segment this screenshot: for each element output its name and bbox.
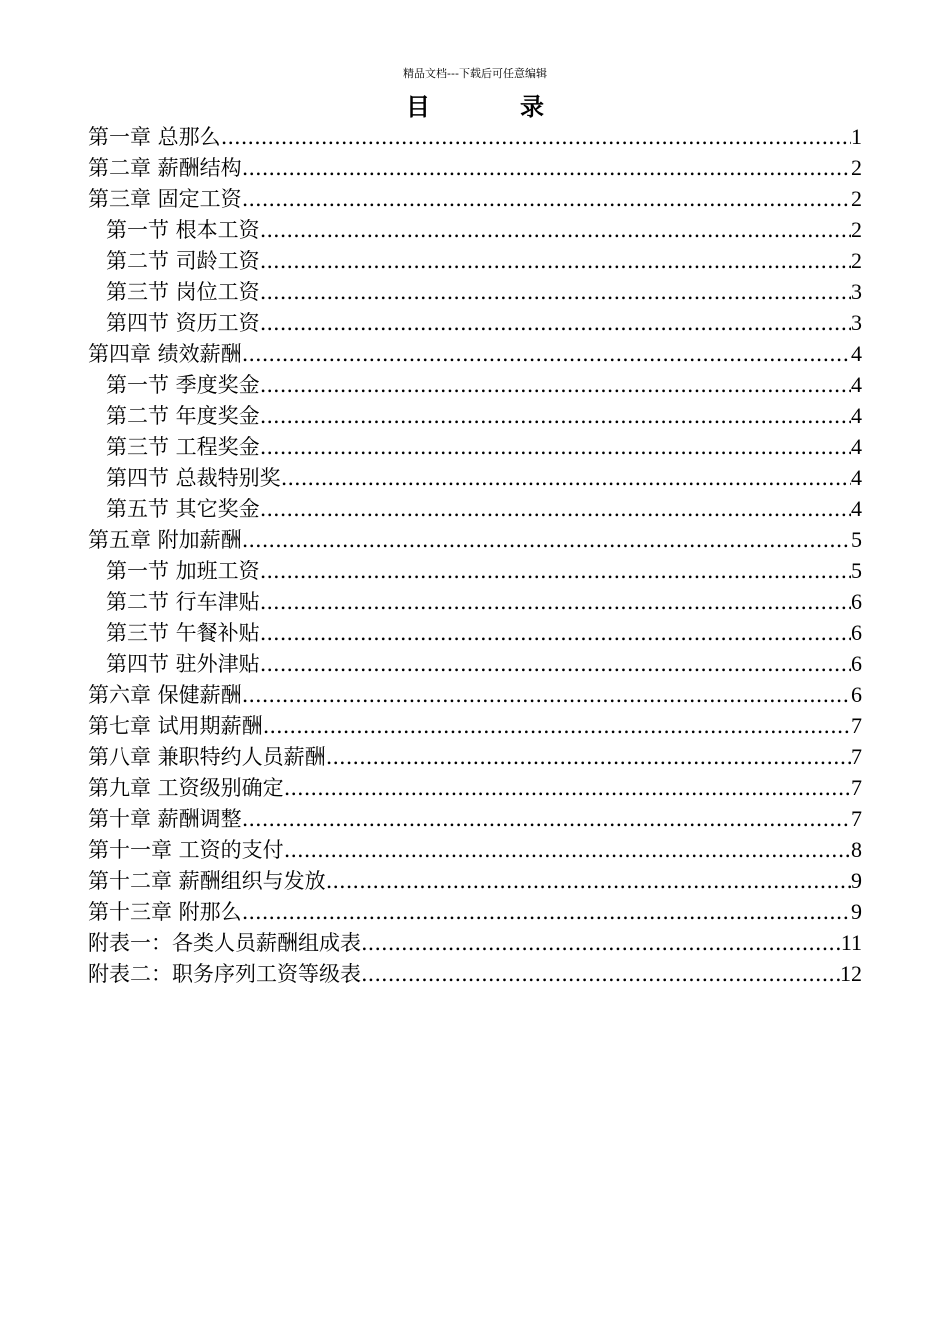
toc-chapter-entry[interactable]: [88, 896, 862, 927]
toc-entry-label: 第三节 午餐补贴: [106, 621, 260, 645]
toc-chapter-entry[interactable]: [88, 772, 862, 803]
toc-entry-label: 第二章 薪酬结构: [88, 156, 242, 180]
toc-entry-page-number: 4: [851, 496, 862, 521]
toc-section-entry[interactable]: [88, 214, 862, 245]
toc-entry-page-number: 6: [851, 589, 862, 614]
toc-entry-label: 第一章 总那么: [88, 125, 221, 149]
toc-chapter-entry[interactable]: [88, 524, 862, 555]
toc-section-entry[interactable]: [88, 617, 862, 648]
toc-entry-page-number: 5: [851, 527, 862, 552]
toc-dot-leader: [221, 122, 851, 152]
toc-entry-page-number: 5: [851, 558, 862, 583]
toc-entry-page-number: 4: [851, 403, 862, 428]
toc-entry-label: 第二节 司龄工资: [106, 249, 260, 273]
toc-dot-leader: [260, 215, 851, 245]
toc-dot-leader: [361, 959, 840, 989]
toc-entry-page-number: 12: [840, 961, 862, 986]
toc-entry-page-number: 7: [851, 806, 862, 831]
toc-section-entry[interactable]: [88, 307, 862, 338]
toc-entry-page-number: 2: [851, 155, 862, 180]
toc-entry-page-number: 7: [851, 713, 862, 738]
toc-chapter-entry[interactable]: [88, 338, 862, 369]
toc-chapter-entry[interactable]: [88, 121, 862, 152]
toc-dot-leader: [260, 246, 851, 276]
toc-entry-page-number: 1: [851, 124, 862, 149]
toc-chapter-entry[interactable]: [88, 183, 862, 214]
toc-dot-leader: [361, 928, 841, 958]
toc-entry-page-number: 6: [851, 651, 862, 676]
toc-entry-label: 第十章 薪酬调整: [88, 807, 242, 831]
toc-entry-page-number: 3: [851, 279, 862, 304]
toc-section-entry[interactable]: [88, 586, 862, 617]
toc-title-left: 目: [406, 93, 430, 121]
toc-entry-page-number: 2: [851, 217, 862, 242]
toc-dot-leader: [242, 153, 851, 183]
toc-dot-leader: [260, 556, 851, 586]
toc-entry-page-number: 9: [851, 868, 862, 893]
toc-dot-leader: [260, 618, 851, 648]
toc-chapter-entry[interactable]: [88, 927, 862, 958]
toc-section-entry[interactable]: [88, 369, 862, 400]
toc-chapter-entry[interactable]: [88, 834, 862, 865]
toc-entry-label: 第四节 总裁特别奖: [106, 466, 281, 490]
toc-section-entry[interactable]: [88, 555, 862, 586]
toc-entry-page-number: 11: [840, 930, 862, 955]
toc-title-right: 录: [520, 93, 544, 121]
toc-entry-label: 第八章 兼职特约人员薪酬: [88, 745, 326, 769]
toc-dot-leader: [260, 587, 851, 617]
toc-dot-leader: [242, 184, 851, 214]
toc-chapter-entry[interactable]: [88, 803, 862, 834]
toc-dot-leader: [242, 804, 851, 834]
toc-entry-label: 第二节 行车津贴: [106, 590, 260, 614]
toc-entry-page-number: 9: [851, 899, 862, 924]
toc-chapter-entry[interactable]: [88, 865, 862, 896]
toc-section-entry[interactable]: [88, 462, 862, 493]
toc-dot-leader: [260, 277, 851, 307]
toc-entry-page-number: 4: [851, 434, 862, 459]
toc-dot-leader: [326, 742, 851, 772]
toc-section-entry[interactable]: [88, 648, 862, 679]
toc-entry-label: 附表一：各类人员薪酬组成表: [88, 931, 361, 955]
toc-dot-leader: [326, 866, 851, 896]
toc-dot-leader: [281, 463, 851, 493]
toc-chapter-entry[interactable]: [88, 152, 862, 183]
toc-entry-label: 第七章 试用期薪酬: [88, 714, 263, 738]
toc-entry-label: 第十三章 附那么: [88, 900, 242, 924]
toc-entry-page-number: 3: [851, 310, 862, 335]
toc-entry-label: 第五节 其它奖金: [106, 497, 260, 521]
toc-entry-label: 附表二：职务序列工资等级表: [88, 962, 361, 986]
toc-chapter-entry[interactable]: [88, 958, 862, 989]
toc-dot-leader: [260, 308, 851, 338]
toc-entry-page-number: 4: [851, 465, 862, 490]
toc-entry-page-number: 2: [851, 186, 862, 211]
toc-dot-leader: [242, 897, 851, 927]
toc-entry-label: 第六章 保健薪酬: [88, 683, 242, 707]
toc-entry-label: 第三节 工程奖金: [106, 435, 260, 459]
toc-dot-leader: [260, 494, 851, 524]
toc-entry-page-number: 4: [851, 341, 862, 366]
toc-dot-leader: [260, 432, 851, 462]
toc-entry-label: 第四章 绩效薪酬: [88, 342, 242, 366]
toc-entry-label: 第一节 季度奖金: [106, 373, 260, 397]
toc-entry-label: 第一节 加班工资: [106, 559, 260, 583]
toc-section-entry[interactable]: [88, 431, 862, 462]
toc-entry-page-number: 8: [851, 837, 862, 862]
toc-chapter-entry[interactable]: [88, 741, 862, 772]
header-note: 精品文档---下载后可任意编辑: [403, 67, 547, 80]
toc-section-entry[interactable]: [88, 493, 862, 524]
toc-section-entry[interactable]: [88, 245, 862, 276]
toc-entry-label: 第四节 资历工资: [106, 311, 260, 335]
toc-chapter-entry[interactable]: [88, 710, 862, 741]
toc-entry-page-number: 2: [851, 248, 862, 273]
toc-entry-page-number: 7: [851, 775, 862, 800]
toc-dot-leader: [242, 525, 851, 555]
toc-dot-leader: [284, 835, 851, 865]
toc-entry-page-number: 6: [851, 620, 862, 645]
toc-dot-leader: [260, 649, 851, 679]
toc-entry-label: 第十一章 工资的支付: [88, 838, 284, 862]
toc-entry-label: 第三章 固定工资: [88, 187, 242, 211]
toc-section-entry[interactable]: [88, 400, 862, 431]
toc-dot-leader: [284, 773, 851, 803]
toc-title: [0, 92, 950, 122]
toc-entry-label: 第二节 年度奖金: [106, 404, 260, 428]
toc-entry-label: 第五章 附加薪酬: [88, 528, 242, 552]
toc-entry-label: 第四节 驻外津贴: [106, 652, 260, 676]
toc-entry-label: 第一节 根本工资: [106, 218, 260, 242]
toc-dot-leader: [242, 339, 851, 369]
toc-chapter-entry[interactable]: [88, 679, 862, 710]
toc-dot-leader: [242, 680, 851, 710]
toc-dot-leader: [260, 401, 851, 431]
toc-entry-label: 第十二章 薪酬组织与发放: [88, 869, 326, 893]
toc-entry-page-number: 7: [851, 744, 862, 769]
toc-dot-leader: [263, 711, 851, 741]
toc-entry-label: 第三节 岗位工资: [106, 280, 260, 304]
toc-entry-page-number: 4: [851, 372, 862, 397]
toc-dot-leader: [260, 370, 851, 400]
toc-entry-label: 第九章 工资级别确定: [88, 776, 284, 800]
toc-entry-page-number: 6: [851, 682, 862, 707]
toc-section-entry[interactable]: [88, 276, 862, 307]
table-of-contents: [88, 121, 862, 989]
